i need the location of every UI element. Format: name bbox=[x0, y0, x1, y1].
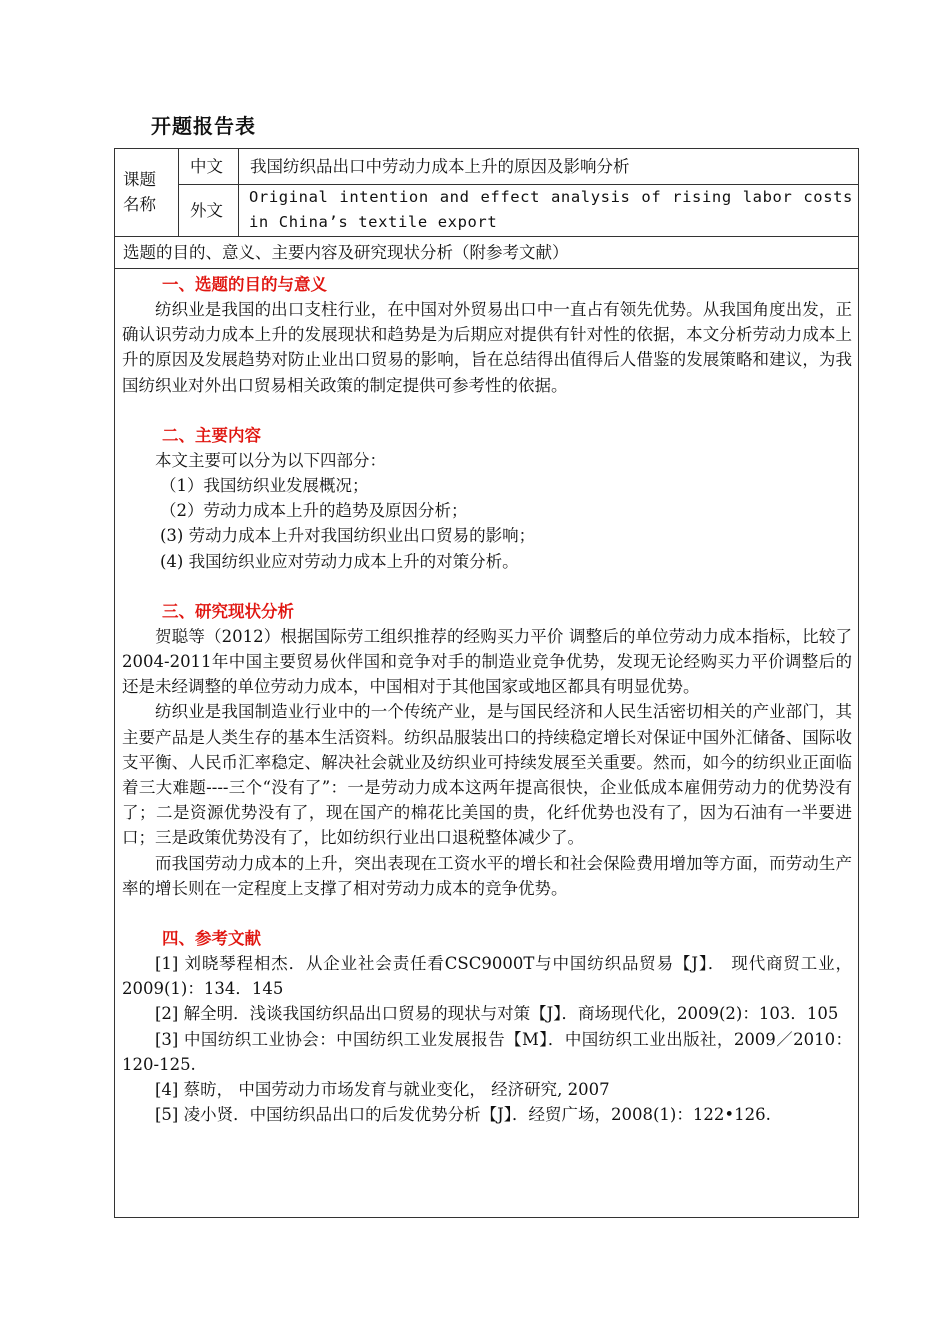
topic-label-line1: 课题 bbox=[123, 170, 156, 189]
reference-item: [5] 凌小贤．中国纺织品出口的后发优势分析【J】．经贸广场，2008(1)：122•126. bbox=[155, 1105, 771, 1125]
section-3-paragraph: 贺聪等（2012）根据国际劳工组织推荐的经购买力平价 调整后的单位劳动力成本指标，比较了2004-2011年中国主要贸易伙伴国和竞争对手的制造业竞争优势，发现无论经购买力平价调整后的还是未经调整的单位劳动力成本，中国相对于其他国家或地区都具有明显优势。 bbox=[122, 626, 852, 697]
reference-item: [3] 中国纺织工业协会：中国纺织工业发展报告【M】．中国纺织工业出版社，2009／2010： 120-125. bbox=[122, 1029, 852, 1074]
section-1-heading: 一、选题的目的与意义 bbox=[162, 275, 327, 294]
en-label: 外文 bbox=[190, 201, 223, 220]
en-title-line2: in China’s textile export bbox=[249, 213, 498, 231]
section-2-intro: 本文主要可以分为以下四部分： bbox=[155, 450, 386, 470]
reference-item: [4] 蔡昉， 中国劳动力市场发育与就业变化， 经济研究, 2007 bbox=[155, 1080, 610, 1100]
cn-title: 我国纺织品出口中劳动力成本上升的原因及影响分析 bbox=[250, 157, 630, 176]
cn-label: 中文 bbox=[190, 157, 223, 176]
content-item: (4) 我国纺织业应对劳动力成本上升的对策分析。 bbox=[160, 551, 519, 571]
reference-item: [1] 刘晓琴程相杰．从企业社会责任看CSC9000T与中国纺织品贸易【J】． 现代商贸工业，2009(1)：134．145 bbox=[122, 954, 852, 999]
topic-label-line2: 名称 bbox=[123, 195, 156, 214]
table-divider bbox=[238, 148, 239, 236]
section-3-paragraph: 而我国劳动力成本的上升，突出表现在工资水平的增长和社会保险费用增加等方面，而劳动生产率的增长则在一定程度上支撑了相对劳动力成本的竞争优势。 bbox=[122, 853, 852, 898]
proposal-body bbox=[122, 272, 852, 1127]
section-3-paragraph: 纺织业是我国制造业行业中的一个传统产业，是与国民经济和人民生活密切相关的产业部门，其主要产品是人类生存的基本生活资料。纺织品服装出口的持续稳定增长对保证中国外汇储备、国际收支平衡、人民币汇率稳定、解决社会就业及纺织业可持续发展至关重要。然而，如今的纺织业正面临着三大难题----三个“没有了”：一是劳动力成本这两年提高很快，企业低成本雇佣劳动力的优势没有了；二是资源优势没有了，现在国产的棉花比美国的贵，化纤优势也没有了，因为石油有一半要进口；三是政策优势没有了，比如纺织行业出口退税整体减少了。 bbox=[122, 702, 852, 848]
section-2-heading: 二、主要内容 bbox=[162, 425, 261, 445]
section-3-heading: 三、研究现状分析 bbox=[162, 601, 294, 621]
reference-item: [2] 解全明．浅谈我国纺织品出口贸易的现状与对策【J】．商场现代化，2009(2)：103．105 bbox=[155, 1004, 839, 1024]
content-item: （2）劳动力成本上升的趋势及原因分析； bbox=[160, 501, 468, 521]
content-item: （1）我国纺织业发展概况； bbox=[160, 476, 369, 496]
section-header: 选题的目的、意义、主要内容及研究现状分析（附参考文献） bbox=[123, 243, 569, 262]
table-divider bbox=[178, 148, 179, 236]
section-1-paragraph: 纺织业是我国的出口支柱行业，在中国对外贸易出口中一直占有领先优势。从我国角度出发，正确认识劳动力成本上升的发展现状和趋势是为后期应对提供有针对性的依据，本文分析劳动力成本上升的原因及发展趋势对防止业出口贸易的影响，旨在总结得出值得后人借鉴的发展策略和建议，为我国纺织业对外出口贸易相关政策的制定提供可参考性的依据。 bbox=[122, 300, 852, 395]
content-item: (3) 劳动力成本上升对我国纺织业出口贸易的影响； bbox=[160, 526, 536, 546]
section-4-heading: 四、参考文献 bbox=[162, 929, 261, 949]
table-divider bbox=[114, 236, 859, 237]
table-divider bbox=[114, 268, 859, 269]
en-title-line1: Original intention and effect analysis of rising labor costs bbox=[249, 188, 853, 206]
page-title: 开题报告表 bbox=[151, 114, 256, 138]
